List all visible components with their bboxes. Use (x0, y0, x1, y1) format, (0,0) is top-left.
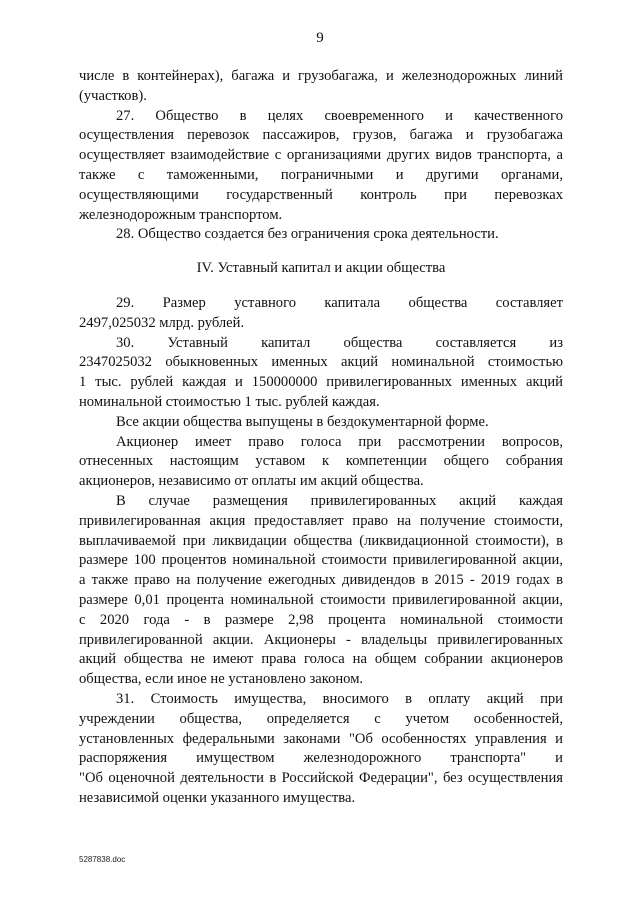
page-number: 9 (316, 30, 324, 46)
text-line: 30. Уставный капитал общества составляется из (116, 334, 563, 351)
paragraph (79, 225, 563, 245)
text-line: номинальной стоимостью 1 тыс. рублей каждая. (79, 393, 380, 410)
paragraph (79, 433, 563, 492)
text-line: также с таможенными, пограничными и другими органами, (79, 166, 563, 183)
text-line: осуществляющими государственный контроль при перевозках (79, 186, 563, 203)
text-line: 29. Размер уставного капитала общества составляет (116, 294, 563, 311)
text-line: 27. Общество в целях своевременного и качественного (116, 107, 563, 124)
text-line: выплачиваемой при ликвидации общества (ликвидационной стоимости), в (79, 532, 563, 549)
text-line: 2347025032 обыкновенных именных акций номинальной стоимостью (79, 354, 563, 371)
paragraph (79, 413, 563, 433)
text-line: В случае размещения привилегированных акций каждая (116, 492, 563, 509)
section-heading: IV. Уставный капитал и акции общества (196, 260, 446, 277)
text-line: общества, если иное не установлено законом. (79, 671, 364, 688)
paragraph (79, 492, 563, 690)
text-line: осуществления перевозок пассажиров, грузов, багажа и грузобагажа (79, 127, 563, 144)
paragraph (79, 107, 563, 226)
text-line: Акционер имеет право голоса при рассмотрении вопросов, (116, 433, 563, 450)
text-line: а также право на получение ежегодных дивидендов в 2015 - 2019 годах в (79, 572, 563, 589)
text-line: размере 0,01 процента номинальной стоимости привилегированной акции, (79, 591, 563, 608)
document-body (79, 67, 563, 809)
text-line: акционеров, независимо от оплаты им акций общества. (79, 473, 424, 490)
paragraph (79, 334, 563, 413)
paragraph (79, 67, 563, 107)
footer-filename: 5287838.doc (79, 855, 126, 864)
text-line: 31. Стоимость имущества, вносимого в оплату акций при (116, 690, 563, 707)
text-line: установленных федеральными законами "Об особенностях управления и (79, 730, 563, 747)
text-line: осуществляет взаимодействие с организациями других видов транспорта, а (79, 147, 563, 164)
text-line: 28. Общество создается без ограничения срока деятельности. (116, 226, 499, 243)
text-line: (участков). (79, 87, 147, 104)
paragraph (79, 690, 563, 809)
text-line: отнесенных настоящим уставом к компетенции общего собрания (79, 453, 563, 470)
text-line: 1 тыс. рублей каждая и 150000000 привилегированных именных акций (79, 374, 563, 391)
text-line: Все акции общества выпущены в бездокументарной форме. (116, 413, 489, 430)
text-line: с 2020 года - в размере 2,98 процента номинальной стоимости (79, 611, 563, 628)
text-line: числе в контейнерах), багажа и грузобагажа, и железнодорожных линий (79, 68, 563, 84)
text-line: акций общества не имеют права голоса на общем собрании акционеров (79, 651, 563, 668)
text-line: независимой оценки указанного имущества. (79, 789, 356, 806)
text-line: 2497,025032 млрд. рублей. (79, 314, 245, 331)
text-line: привилегированной акции. Акционеры - владельцы привилегированных (79, 631, 563, 648)
text-line: "Об оценочной деятельности в Российской Федерации", без осуществления (79, 770, 563, 787)
text-line: распоряжения имуществом железнодорожного транспорта" и (79, 750, 563, 767)
text-line: размере 100 процентов номинальной стоимости привилегированной акции, (79, 552, 563, 569)
text-line: железнодорожным транспортом. (79, 206, 283, 223)
text-line: привилегированная акция предоставляет право на получение стоимости, (79, 512, 563, 529)
paragraph (79, 294, 563, 334)
text-line: учреждении общества, определяется с учетом особенностей, (79, 710, 563, 727)
